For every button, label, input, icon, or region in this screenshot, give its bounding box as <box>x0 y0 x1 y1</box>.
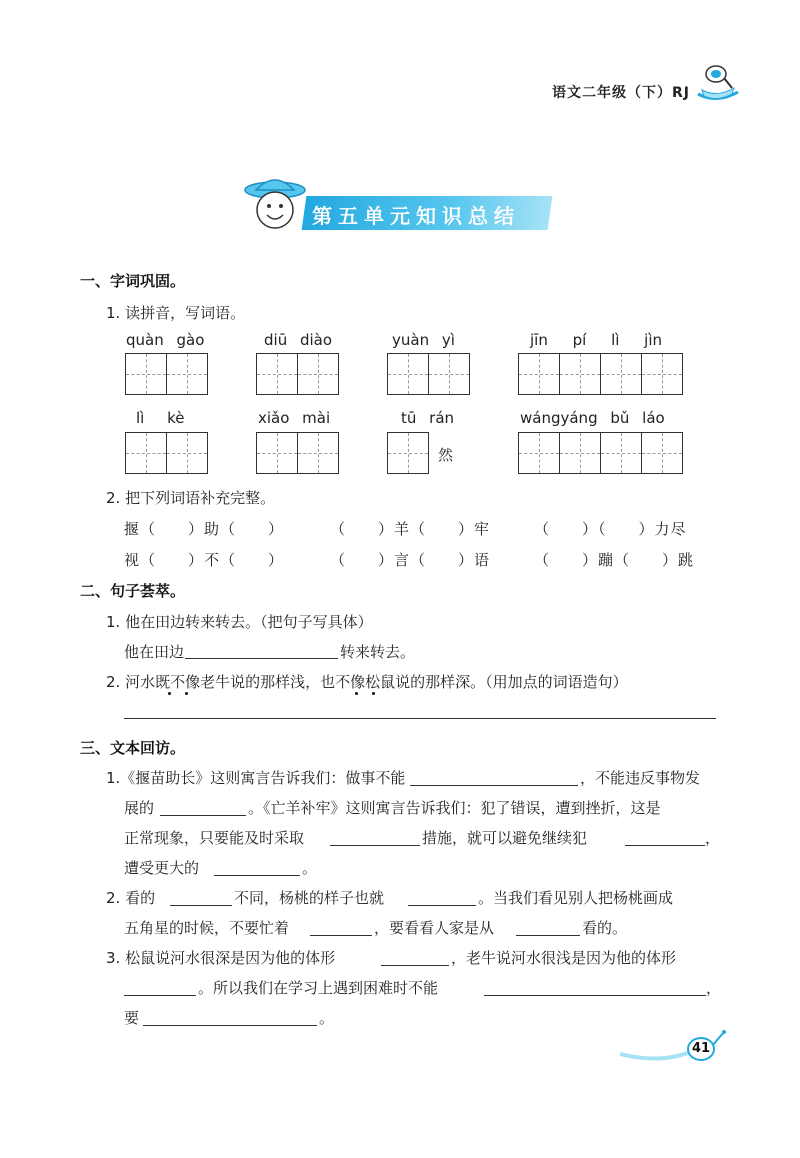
q3-line2-text: ， <box>706 979 722 997</box>
answer-blank[interactable] <box>381 965 449 966</box>
pinyin-label: diū diào <box>264 331 333 349</box>
idiom-blank[interactable]: （ ）蹦（ ）跳 <box>534 551 695 569</box>
q2-line2-text: ，要看看人家是从 <box>374 919 495 937</box>
unit-title: 第五单元知识总结 <box>312 204 520 228</box>
emphasis-dot <box>372 692 375 695</box>
tian-cell[interactable] <box>387 353 429 395</box>
answer-blank[interactable] <box>170 905 232 906</box>
tian-cell[interactable] <box>256 432 298 474</box>
section2-q2-label: 2. 河水既不像老牛说的那样浅，也不像松鼠说的那样深。（用加点的词语造句） <box>106 673 628 691</box>
q1-line2-text: 展的 <box>124 799 155 817</box>
idiom-blank[interactable]: （ ）言（ ）语 <box>330 551 491 569</box>
q3-line3-text: 。 <box>319 1009 335 1027</box>
answer-blank[interactable] <box>484 995 706 996</box>
tian-cell[interactable] <box>297 353 339 395</box>
q1-line4-text: 遭受更大的 <box>124 859 200 877</box>
idiom-blank[interactable]: 揠（ ）助（ ） <box>124 520 285 538</box>
answer-blank[interactable] <box>124 995 196 996</box>
q1-line3-text: 措施，就可以避免继续犯 <box>422 829 588 847</box>
tian-cell[interactable] <box>297 432 339 474</box>
answer-blank[interactable] <box>516 935 580 936</box>
answer-blank[interactable] <box>410 785 578 786</box>
idiom-blank[interactable]: 视（ ）不（ ） <box>124 551 285 569</box>
writing-grid[interactable] <box>387 432 429 474</box>
answer-line[interactable] <box>124 718 716 719</box>
pinyin-label: xiǎo mài <box>258 409 331 427</box>
pinyin-label: lì kè <box>136 409 185 427</box>
tian-cell[interactable] <box>166 432 208 474</box>
section3-heading: 三、文本回访。 <box>80 739 186 757</box>
tian-cell[interactable] <box>256 353 298 395</box>
sentence-start: 他在田边 <box>124 643 185 661</box>
answer-blank[interactable] <box>408 905 476 906</box>
answer-blank[interactable] <box>625 845 705 846</box>
pinyin-label: quàn gào <box>126 331 205 349</box>
tian-cell[interactable] <box>559 432 601 474</box>
q1-line3-text: 正常现象，只要能及时采取 <box>124 829 305 847</box>
writing-grid[interactable] <box>125 353 209 395</box>
idiom-blank[interactable]: （ ）（ ）力尽 <box>534 520 687 538</box>
writing-grid[interactable] <box>256 353 340 395</box>
writing-grid[interactable] <box>518 432 684 474</box>
emphasis-dot <box>168 692 171 695</box>
q2-line1-text: 。当我们看见别人把杨桃画成 <box>478 889 674 907</box>
tian-cell[interactable] <box>125 353 167 395</box>
section2-q1-label: 1. 他在田边转来转去。（把句子写具体） <box>106 613 373 631</box>
q2-line1-text: 不同，杨桃的样子也就 <box>234 889 385 907</box>
tian-cell[interactable] <box>518 432 560 474</box>
q3-line3-text: 要 <box>124 1009 140 1027</box>
tian-cell[interactable] <box>641 353 683 395</box>
section1-q2-label: 2. 把下列词语补充完整。 <box>106 489 276 507</box>
q2-line2-text: 五角星的时候，不要忙着 <box>124 919 290 937</box>
pinyin-label: wángyáng bǔ láo <box>520 409 665 427</box>
tian-cell[interactable] <box>559 353 601 395</box>
q3-line1-text: 3. 松鼠说河水很深是因为他的体形 <box>106 949 336 967</box>
q1-line1-text: ，不能违反事物发 <box>580 769 701 787</box>
sentence-end: 转来转去。 <box>340 643 416 661</box>
page-number: 41 <box>687 1037 715 1061</box>
pinyin-label: tū rán <box>401 409 455 427</box>
tian-cell[interactable] <box>166 353 208 395</box>
tian-cell[interactable] <box>641 432 683 474</box>
answer-blank[interactable] <box>160 815 246 816</box>
q2-line2-text: 看的。 <box>582 919 628 937</box>
q1-line2-text: 。《亡羊补牢》这则寓言告诉我们：犯了错误，遭到挫折，这是 <box>248 799 661 817</box>
tian-cell[interactable] <box>387 432 429 474</box>
tian-cell[interactable] <box>600 353 642 395</box>
answer-blank[interactable] <box>310 935 372 936</box>
telescope-boat-icon <box>692 60 742 104</box>
q2-line1-text: 2. 看的 <box>106 889 156 907</box>
writing-grid[interactable] <box>256 432 340 474</box>
writing-grid[interactable] <box>387 353 471 395</box>
section1-q1-label: 1. 读拼音，写词语。 <box>106 304 246 322</box>
answer-blank[interactable] <box>330 845 420 846</box>
emphasis-dot <box>355 692 358 695</box>
tian-cell[interactable] <box>428 353 470 395</box>
writing-grid[interactable] <box>125 432 209 474</box>
tian-cell[interactable] <box>518 353 560 395</box>
cartoon-kid-icon <box>242 176 308 238</box>
q1-line3-text: ， <box>705 829 721 847</box>
grade-label: 语文二年级（下）RJ <box>552 85 690 101</box>
q3-line1-text: ，老牛说河水很浅是因为他的体形 <box>451 949 677 967</box>
tian-cell[interactable] <box>125 432 167 474</box>
section2-heading: 二、句子荟萃。 <box>80 582 186 600</box>
answer-blank[interactable] <box>185 658 338 659</box>
answer-blank[interactable] <box>214 875 300 876</box>
section1-heading: 一、字词巩固。 <box>80 272 186 290</box>
q1-line4-text: 。 <box>302 859 318 877</box>
pinyin-label: yuàn yì <box>392 331 455 349</box>
writing-grid[interactable] <box>518 353 684 395</box>
idiom-blank[interactable]: （ ）羊（ ）牢 <box>330 520 491 538</box>
answer-blank[interactable] <box>143 1025 317 1026</box>
q3-line2-text: 。所以我们在学习上遇到困难时不能 <box>198 979 439 997</box>
tian-cell[interactable] <box>600 432 642 474</box>
emphasis-dot <box>185 692 188 695</box>
q1-line1-text: 1.《揠苗助长》这则寓言告诉我们：做事不能 <box>106 769 406 787</box>
given-character: 然 <box>438 446 454 464</box>
pinyin-label: jīn pí lì jìn <box>530 331 663 349</box>
